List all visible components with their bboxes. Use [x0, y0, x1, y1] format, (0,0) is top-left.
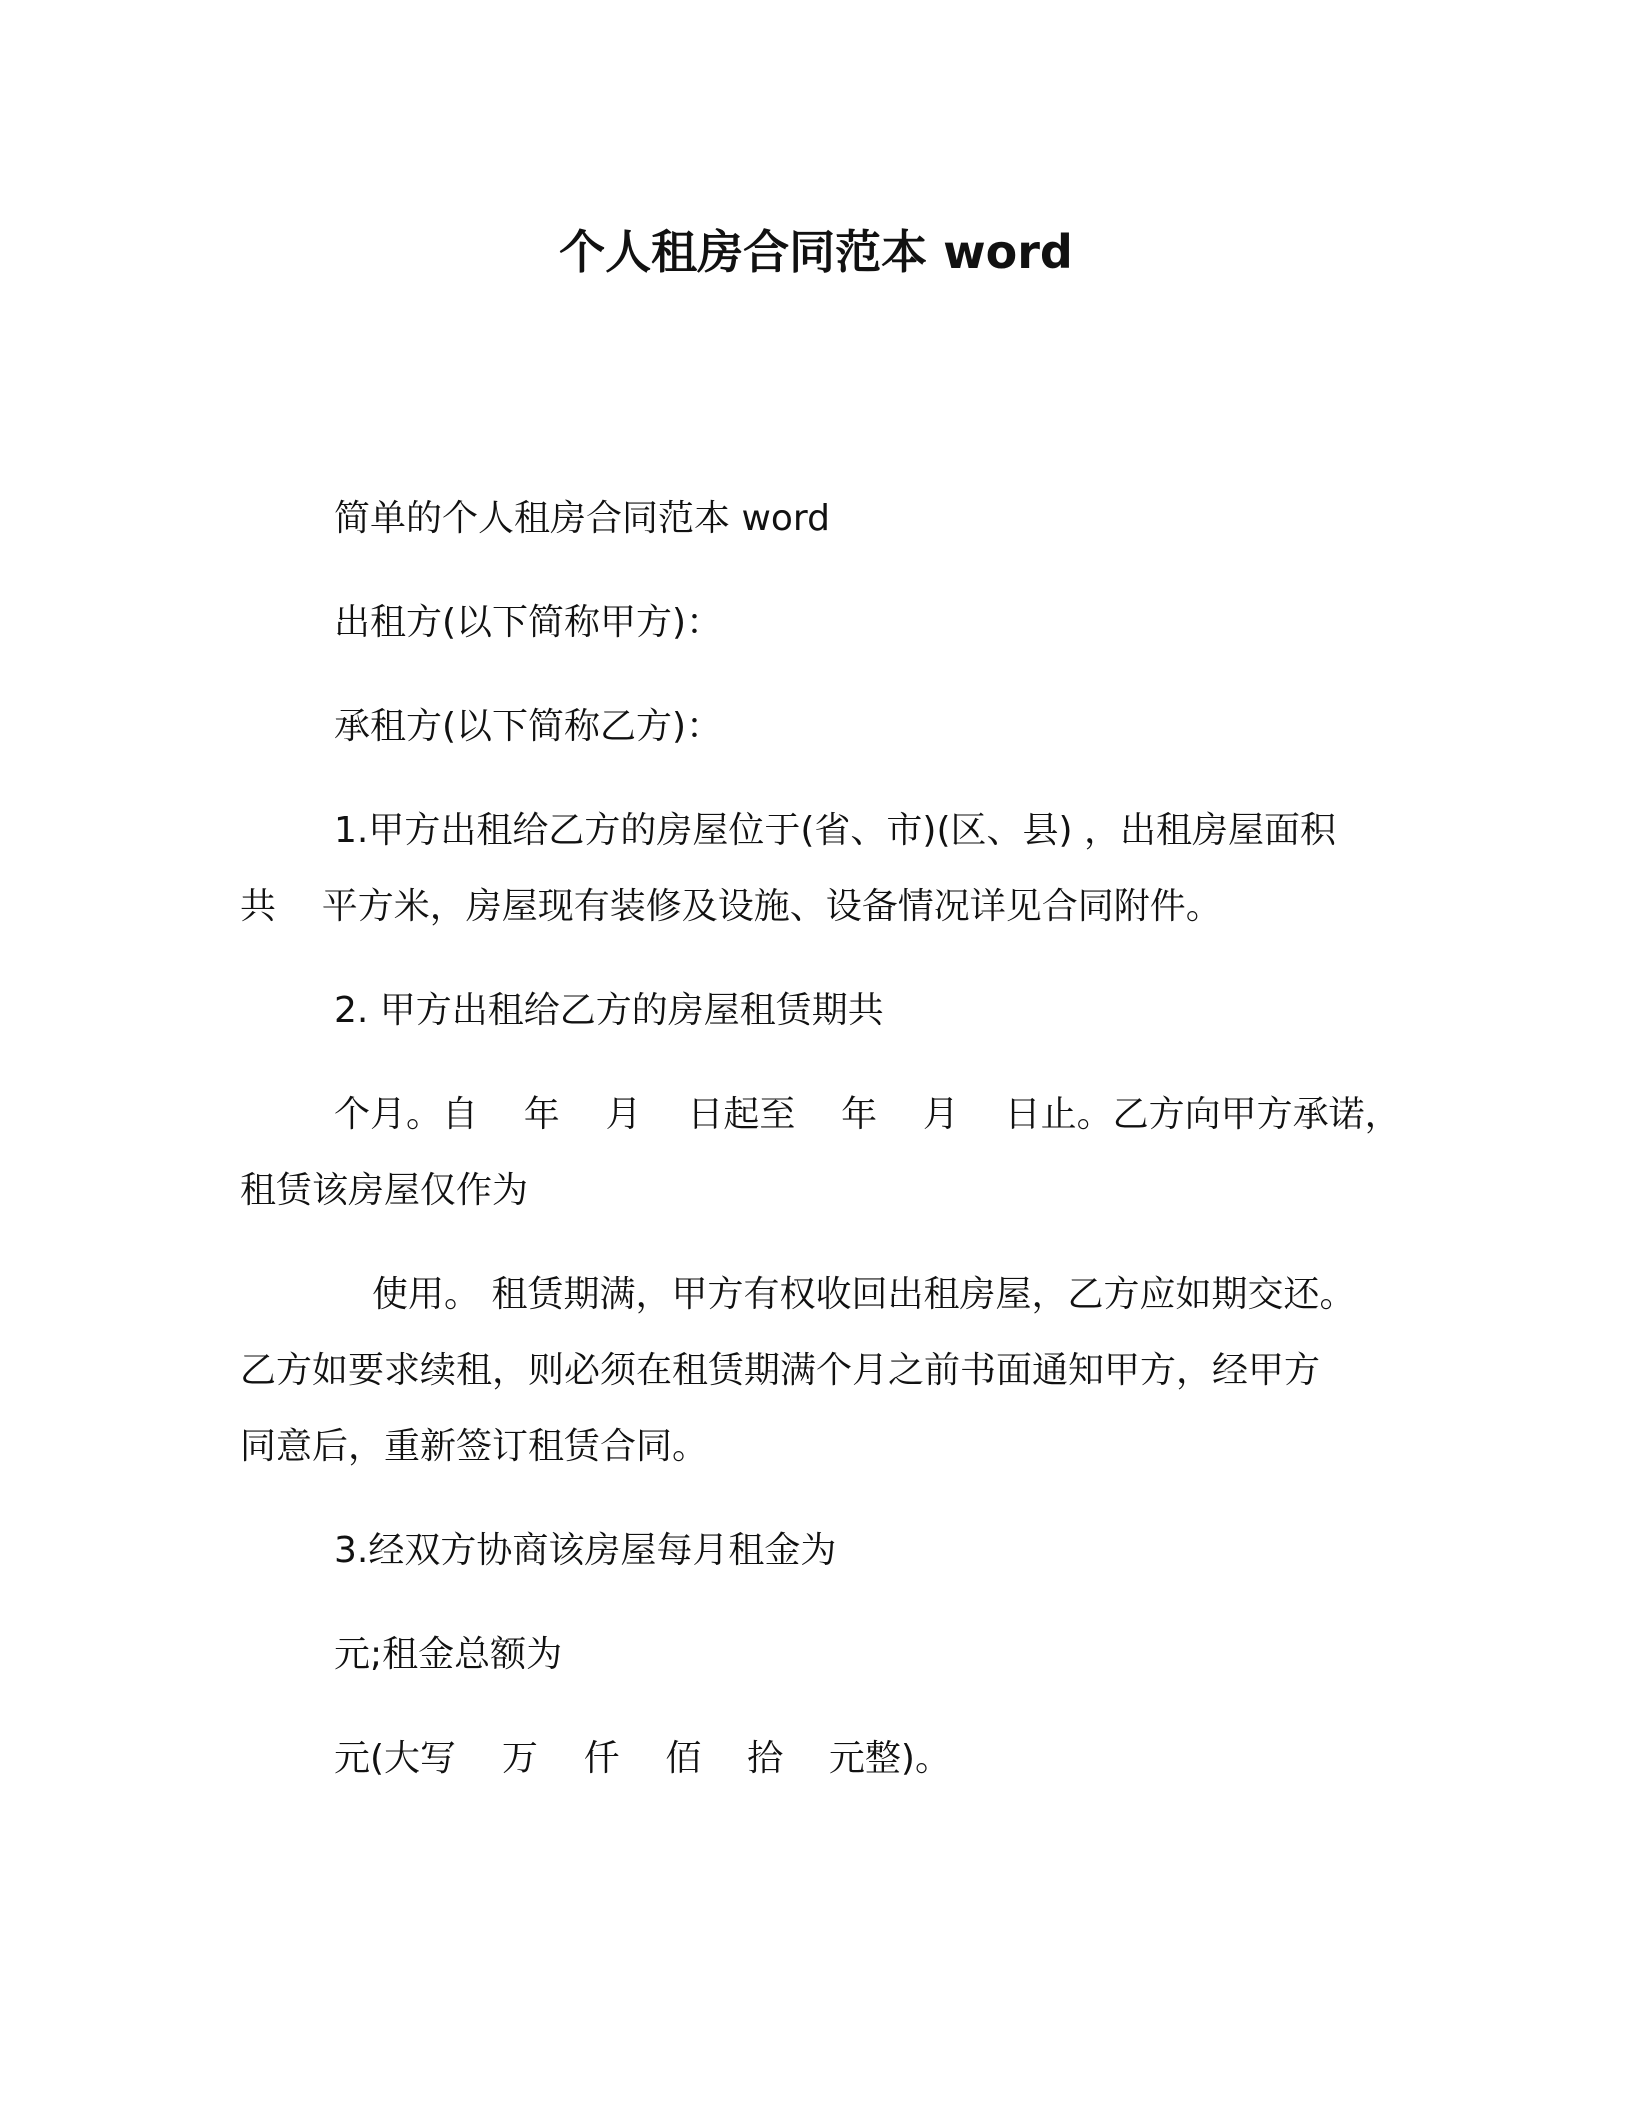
clause-1-line-2: 共 平方米，房屋现有装修及设施、设备情况详见合同附件。 — [240, 886, 1222, 927]
clause-3-line-3: 元(大写 万 仟 佰 拾 元整)。 — [334, 1738, 951, 1779]
clause-2-line-5: 乙方如要求续租，则必须在租赁期满个月之前书面通知甲方，经甲方 — [240, 1350, 1321, 1391]
clause-2-line-4: 使用。 租赁期满，甲方有权收回出租房屋，乙方应如期交还。 — [372, 1274, 1356, 1315]
clause-1-line-1: 1.甲方出租给乙方的房屋位于(省、市)(区、县) ，出租房屋面积 — [334, 810, 1336, 851]
clause-3-line-2: 元;租金总额为 — [334, 1634, 563, 1675]
clause-2-line-3: 租赁该房屋仅作为 — [240, 1170, 529, 1211]
clause-2-line-6: 同意后，重新签订租赁合同。 — [240, 1426, 709, 1467]
document-title: 个人租房合同范本 word — [559, 225, 1073, 279]
doc-subtitle-line: 简单的个人租房合同范本 word — [334, 498, 830, 539]
lessor-line: 出租方(以下简称甲方)： — [334, 602, 723, 643]
clause-3-line-1: 3.经双方协商该房屋每月租金为 — [334, 1530, 837, 1571]
lessee-line: 承租方(以下简称乙方)： — [334, 706, 723, 747]
clause-2-line-1: 2. 甲方出租给乙方的房屋租赁期共 — [334, 990, 884, 1031]
clause-2-line-2: 个月。自 年 月 日起至 年 月 日止。乙方向甲方承诺， — [334, 1094, 1401, 1135]
